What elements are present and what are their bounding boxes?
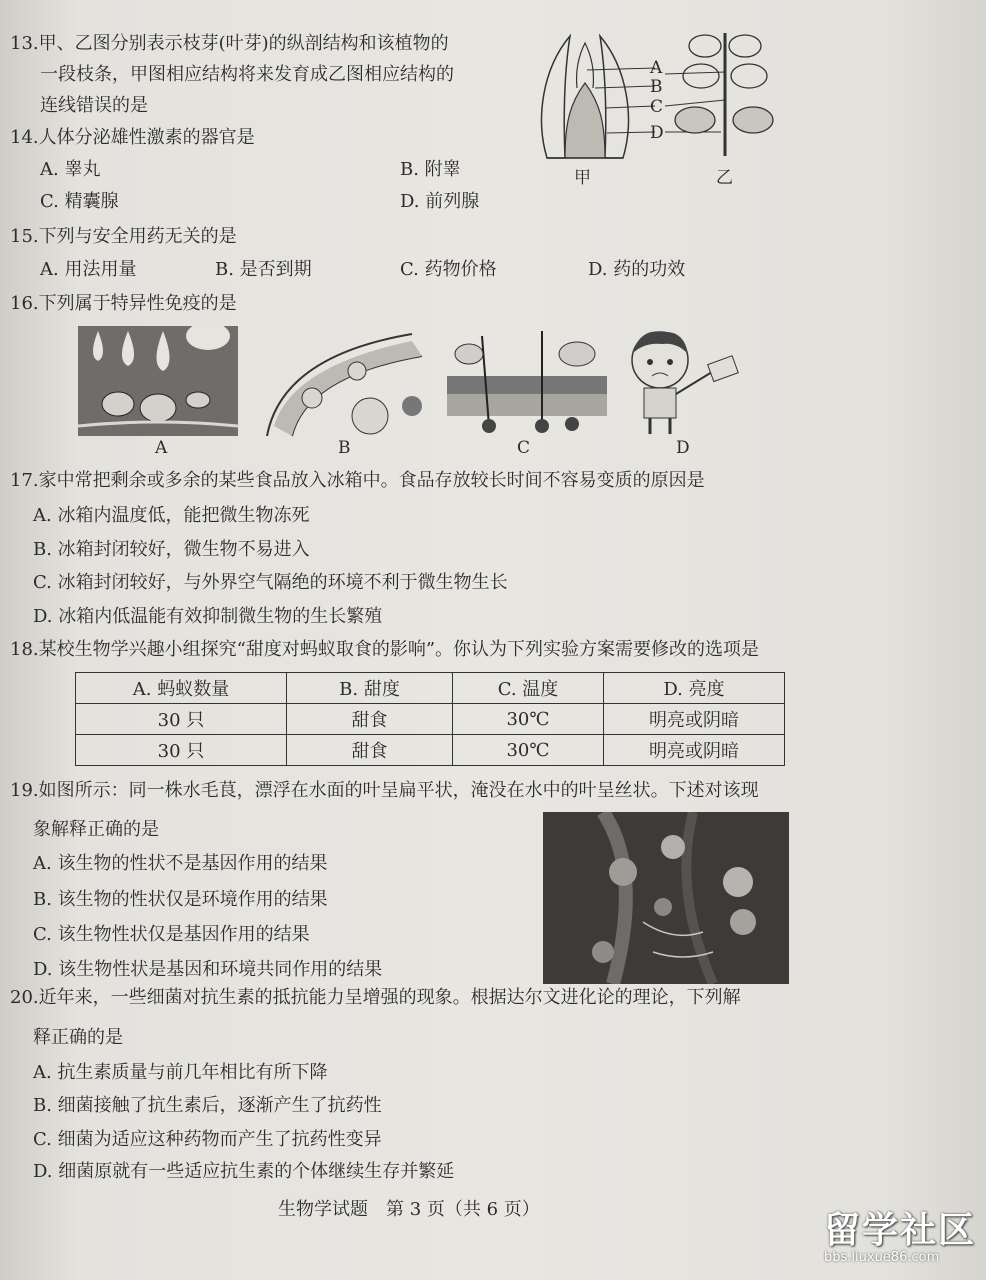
q13-line1: 13.甲、乙图分别表示枝芽(叶芽)的纵剖结构和该植物的: [10, 33, 449, 54]
q15-option-b[interactable]: B. 是否到期: [215, 259, 312, 280]
q19-line1: 19.如图所示：同一株水毛茛，漂浮在水面的叶呈扁平状，淹没在水中的叶呈丝状。下述对该现: [10, 780, 759, 801]
q20-option-a[interactable]: A. 抗生素质量与前几年相比有所下降: [33, 1062, 328, 1083]
cell: 甜食: [287, 735, 453, 766]
caption-yi: 乙: [716, 168, 733, 188]
header-sweetness[interactable]: B. 甜度: [287, 673, 453, 704]
q14-option-a[interactable]: A. 睾丸: [40, 159, 101, 180]
immunity-pic-c: [447, 326, 607, 436]
page-footer: 生物学试题 第 3 页（共 6 页）: [278, 1199, 540, 1220]
watermark-title: 留学社区: [824, 1210, 977, 1251]
q14-option-c[interactable]: C. 精囊腺: [40, 191, 119, 212]
q14-option-d[interactable]: D. 前列腺: [400, 191, 480, 212]
q15-option-a[interactable]: A. 用法用量: [40, 259, 137, 280]
q17-option-b[interactable]: B. 冰箱封闭较好，微生物不易进入: [33, 539, 310, 560]
q19-option-b[interactable]: B. 该生物的性状仅是环境作用的结果: [33, 889, 328, 910]
watermark-url: bbs.liuxue86.com: [824, 1250, 940, 1265]
q15-option-d[interactable]: D. 药的功效: [588, 259, 686, 280]
q19-line2: 象解释正确的是: [33, 819, 159, 840]
q20-option-d[interactable]: D. 细菌原就有一些适应抗生素的个体继续生存并繁延: [33, 1161, 455, 1182]
cell: 30℃: [453, 704, 604, 735]
cell: 明亮或阴暗: [604, 735, 785, 766]
label-c: C: [650, 97, 664, 117]
q16-caption-a: A: [155, 438, 168, 458]
immunity-pic-b: [262, 326, 427, 438]
q19-option-c[interactable]: C. 该生物性状仅是基因作用的结果: [33, 924, 310, 945]
q15-stem: 15.下列与安全用药无关的是: [10, 226, 237, 247]
label-d: D: [650, 123, 664, 143]
q20-option-b[interactable]: B. 细菌接触了抗生素后，逐渐产生了抗药性: [33, 1095, 382, 1116]
q15-option-c[interactable]: C. 药物价格: [400, 259, 497, 280]
q16-caption-d: D: [676, 438, 690, 458]
q20-line2: 释正确的是: [33, 1027, 123, 1048]
header-ant-count[interactable]: A. 蚂蚁数量: [76, 673, 287, 704]
q14-stem: 14.人体分泌雄性激素的器官是: [10, 127, 255, 148]
experiment-table: [75, 672, 785, 766]
cell: 明亮或阴暗: [604, 704, 785, 735]
cell: 30℃: [453, 735, 604, 766]
caption-jia: 甲: [574, 168, 591, 188]
label-b: B: [650, 77, 663, 97]
immunity-pic-a: [78, 326, 238, 436]
header-brightness[interactable]: D. 亮度: [604, 673, 785, 704]
q16-stem: 16.下列属于特异性免疫的是: [10, 293, 237, 314]
immunity-pic-d: [622, 324, 752, 436]
q13-line3: 连线错误的是: [40, 95, 148, 116]
header-temperature[interactable]: C. 温度: [453, 673, 604, 704]
q14-option-b[interactable]: B. 附睾: [400, 159, 461, 180]
q19-option-a[interactable]: A. 该生物的性状不是基因作用的结果: [33, 853, 328, 874]
cell: 30 只: [76, 704, 287, 735]
table-row: [76, 704, 785, 735]
q17-option-c[interactable]: C. 冰箱封闭较好，与外界空气隔绝的环境不利于微生物生长: [33, 572, 508, 593]
cell: 甜食: [287, 704, 453, 735]
q19-option-d[interactable]: D. 该生物性状是基因和环境共同作用的结果: [33, 959, 383, 980]
table-header-row: [76, 673, 785, 704]
site-watermark: [818, 1198, 978, 1274]
label-a: A: [650, 58, 663, 78]
q16-caption-b: B: [338, 438, 351, 458]
table-row: [76, 735, 785, 766]
branch-diagram-yi: [665, 28, 785, 158]
q17-option-d[interactable]: D. 冰箱内低温能有效抑制微生物的生长繁殖: [33, 606, 383, 627]
cell: 30 只: [76, 735, 287, 766]
water-buttercup-photo: [543, 812, 789, 984]
q18-stem: 18.某校生物学兴趣小组探究“甜度对蚂蚁取食的影响”。你认为下列实验方案需要修改的选项是: [10, 639, 760, 660]
q20-line1: 20.近年来，一些细菌对抗生素的抵抗能力呈增强的现象。根据达尔文进化论的理论，下列解: [10, 987, 741, 1008]
q13-line2: 一段枝条，甲图相应结构将来发育成乙图相应结构的: [40, 64, 454, 85]
q16-caption-c: C: [517, 438, 531, 458]
q17-option-a[interactable]: A. 冰箱内温度低，能把微生物冻死: [33, 505, 310, 526]
q17-stem: 17.家中常把剩余或多余的某些食品放入冰箱中。食品存放较长时间不容易变质的原因是: [10, 470, 705, 491]
q20-option-c[interactable]: C. 细菌为适应这种药物而产生了抗药性变异: [33, 1129, 382, 1150]
